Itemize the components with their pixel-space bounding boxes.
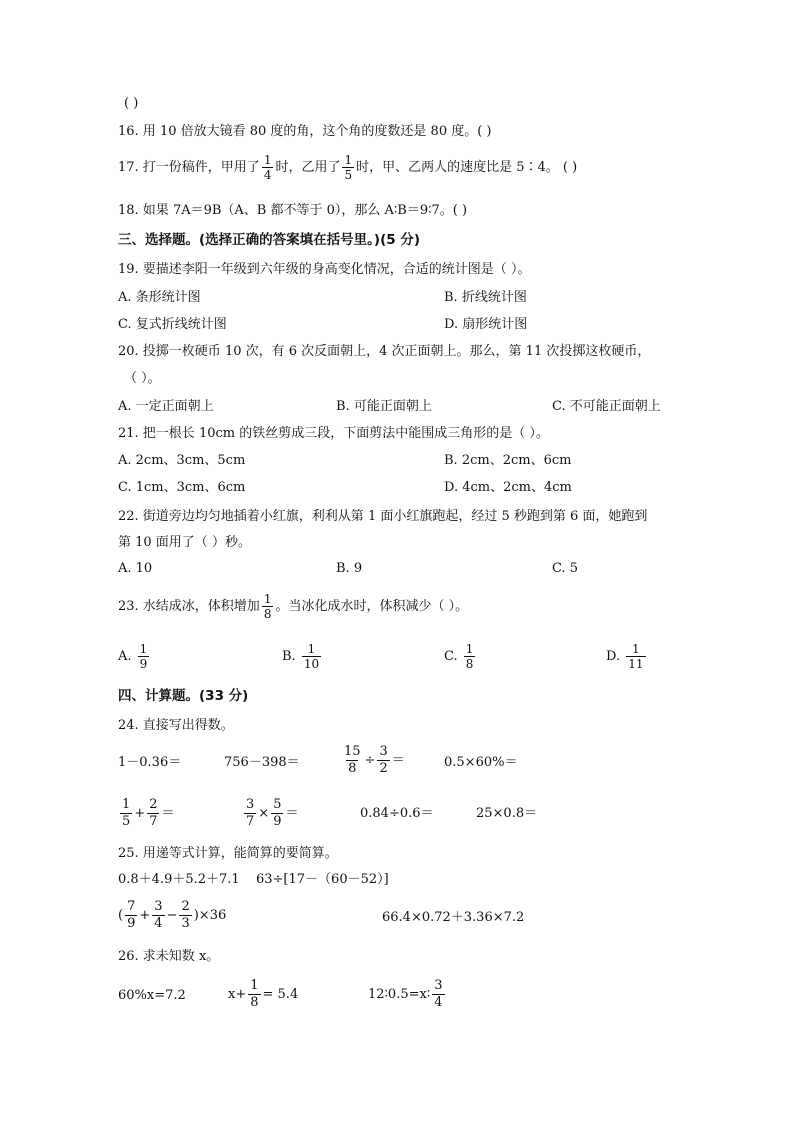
q24-expr-6: $\frac{3}{7}$ × $\frac{5}{9}$ ＝ <box>246 797 299 829</box>
q22-stem-line2: 第 10 面用了（ ）秒。 <box>118 535 251 550</box>
q19-option-b: B. 折线统计图 <box>444 290 527 305</box>
q21-stem: 21. 把一根长 10cm 的铁丝剪成三段，下面剪法中能围成三角形的是（ ）。 <box>118 426 549 441</box>
q21-option-b: B. 2cm、2cm、6cm <box>444 453 572 468</box>
q26-stem: 26. 求未知数 x。 <box>118 949 220 964</box>
q24-stem: 24. 直接写出得数。 <box>118 718 234 733</box>
q23-option-b: B. $\frac{1}{10}$ <box>282 642 320 671</box>
q25-expr-4: 66.4×0.72＋3.36×7.2 <box>382 910 525 925</box>
q26-eq-3: 12∶0.5=x∶ $\frac{3}{4}$ <box>368 978 443 1010</box>
q20-option-b: B. 可能正面朝上 <box>336 399 432 414</box>
q21-option-d: D. 4cm、2cm、4cm <box>444 480 572 495</box>
q21-option-a: A. 2cm、3cm、5cm <box>118 453 246 468</box>
q21-option-c: C. 1cm、3cm、6cm <box>118 480 246 495</box>
q19-option-c: C. 复式折线统计图 <box>118 317 227 332</box>
section-4-heading: 四、计算题。(33 分) <box>118 688 249 704</box>
fraction: $\frac{1}{8}$ <box>263 592 272 621</box>
section-3-heading: 三、选择题。(选择正确的答案填在括号里。)(5 分) <box>118 232 421 248</box>
q23-option-a: A. $\frac{1}{9}$ <box>118 642 148 671</box>
q24-expr-5: $\frac{1}{5}$ + $\frac{2}{7}$ ＝ <box>122 797 175 829</box>
q16-text: 16. 用 10 倍放大镜看 80 度的角，这个角的度数还是 80 度。( ) <box>118 124 492 139</box>
q22-stem-line1: 22. 街道旁边均匀地插着小红旗，利利从第 1 面小红旗跑起，经过 5 秒跑到第 6 面，她跑到 <box>118 509 648 524</box>
fraction: $\frac{1}{4}$ <box>263 153 272 182</box>
q23-option-d: D. $\frac{1}{11}$ <box>606 642 644 671</box>
q24-expr-2: 756－398＝ <box>224 755 300 770</box>
q24-expr-7: 0.84÷0.6＝ <box>360 806 434 821</box>
q26-eq-2: x+ $\frac{1}{8}$ = 5.4 <box>228 978 299 1010</box>
q24-expr-3: $\frac{15}{8}$ ÷ $\frac{3}{2}$ ＝ <box>344 744 405 776</box>
q20-stem-line2: （ ）。 <box>124 371 161 386</box>
q25-expr-2: 63÷[17－（60－52）] <box>256 872 389 887</box>
q22-option-b: B. 9 <box>336 561 363 576</box>
q19-option-a: A. 条形统计图 <box>118 290 201 305</box>
q25-expr-1: 0.8＋4.9＋5.2＋7.1 <box>118 872 240 887</box>
q15-answer-paren: ( ) <box>124 96 139 111</box>
q25-stem: 25. 用递等式计算，能简算的要简算。 <box>118 846 338 861</box>
q23-stem: 23. 水结成冰，体积增加 $\frac{1}{8}$ 。当冰化成水时，体积减少（ ）。 <box>118 592 469 621</box>
q24-expr-1: 1－0.36＝ <box>118 755 182 770</box>
q20-option-a: A. 一定正面朝上 <box>118 399 214 414</box>
q23-option-c: C. $\frac{1}{8}$ <box>444 642 474 671</box>
q24-expr-4: 0.5×60%＝ <box>444 755 518 770</box>
q20-stem-line1: 20. 投掷一枚硬币 10 次，有 6 次反面朝上，4 次正面朝上。那么，第 11 次投掷这枚硬币， <box>118 344 651 359</box>
q25-expr-3: ( $\frac{7}{9}$ + $\frac{3}{4}$ − $\frac{2}{3}$ )×36 <box>118 899 227 931</box>
q18-text: 18. 如果 7A＝9B（A、B 都不等于 0），那么 A∶B＝9∶7。( ) <box>118 203 468 218</box>
q19-option-d: D. 扇形统计图 <box>444 317 528 332</box>
q19-stem: 19. 要描述李阳一年级到六年级的身高变化情况，合适的统计图是（ ）。 <box>118 262 531 277</box>
q24-expr-8: 25×0.8＝ <box>476 806 538 821</box>
q26-eq-1: 60%x=7.2 <box>118 988 186 1003</box>
q17-text: 17. 打一份稿件，甲用了 $\frac{1}{4}$ 时，乙用了 $\frac{1}{5}$ 时，甲、乙两人的速度比是 5∶4。 ( ) <box>118 153 578 182</box>
q22-option-c: C. 5 <box>552 561 579 576</box>
fraction: $\frac{1}{5}$ <box>344 153 353 182</box>
q22-option-a: A. 10 <box>118 561 153 576</box>
q20-option-c: C. 不可能正面朝上 <box>552 399 661 414</box>
